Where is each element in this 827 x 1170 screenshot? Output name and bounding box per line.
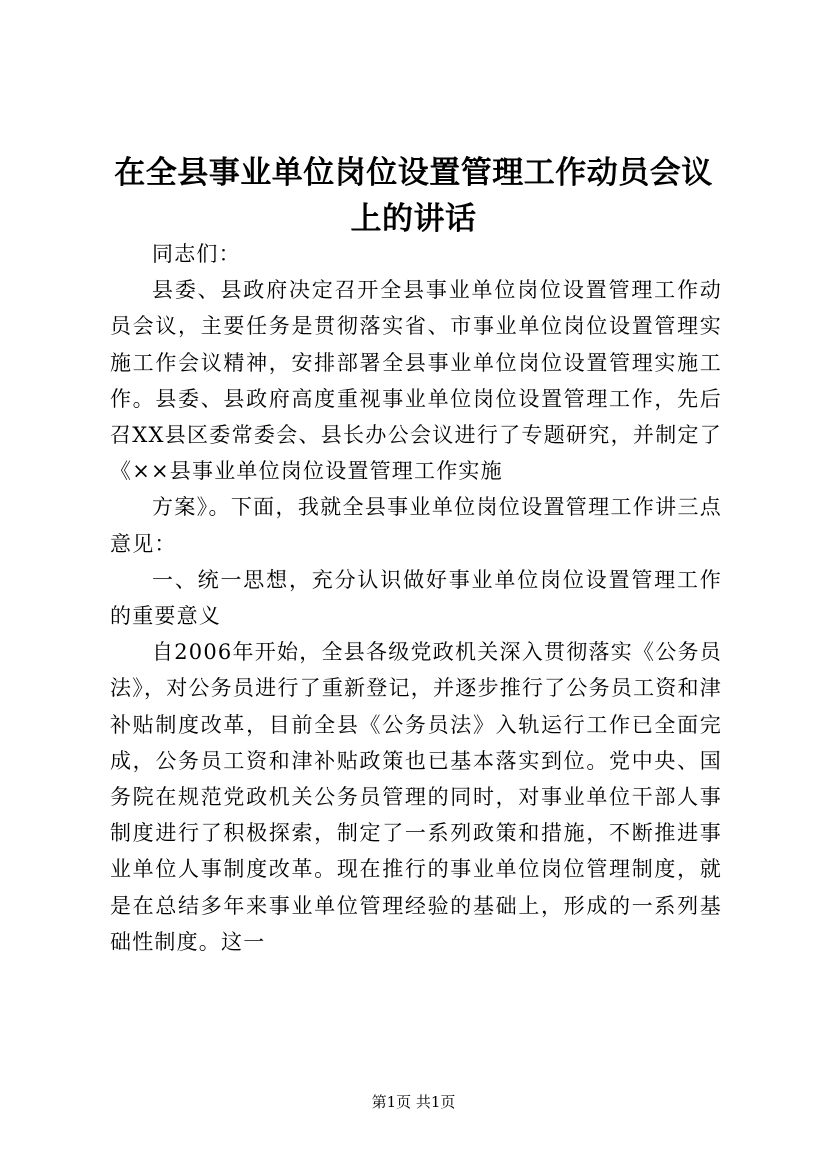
body-paragraph: 方案》。下面，我就全县事业单位岗位设置管理工作讲三点意见： (110, 495, 722, 556)
body-paragraph: 县委、县政府决定召开全县事业单位岗位设置管理工作动员会议，主要任务是贯彻落实省、市事业单位岗位设置管理实施工作会议精神，安排部署全县事业单位岗位设置管理实施工作。县委、县政府高度重视事业单位岗位设置管理工作，先后召XX县区委常委会、县长办公会议进行了专题研究，并制定了《××县事业单位岗位设置管理工作实施 (110, 278, 722, 484)
document-body (110, 236, 722, 960)
body-paragraph: 自2006年开始，全县各级党政机关深入贯彻落实《公务员法》，对公务员进行了重新登记，并逐步推行了公务员工资和津补贴制度改革，目前全县《公务员法》入轨运行工作已全面完成，公务员工资和津补贴政策也已基本落实到位。党中央、国务院在规范党政机关公务员管理的同时，对事业单位干部人事制度进行了积极探索，制定了一系列政策和措施，不断推进事业单位人事制度改革。现在推行的事业单位岗位管理制度，就是在总结多年来事业单位管理经验的基础上，形成的一系列基础性制度。这一 (110, 640, 722, 954)
salutation-paragraph: 同志们： (152, 242, 241, 266)
page-footer: 第1页 共1页 (371, 1093, 456, 1111)
document-title: 在全县事业单位岗位设置管理工作动员会议上的讲话 (114, 155, 713, 237)
section-heading: 一、统一思想，充分认识做好事业单位岗位设置管理工作的重要意义 (110, 567, 722, 629)
